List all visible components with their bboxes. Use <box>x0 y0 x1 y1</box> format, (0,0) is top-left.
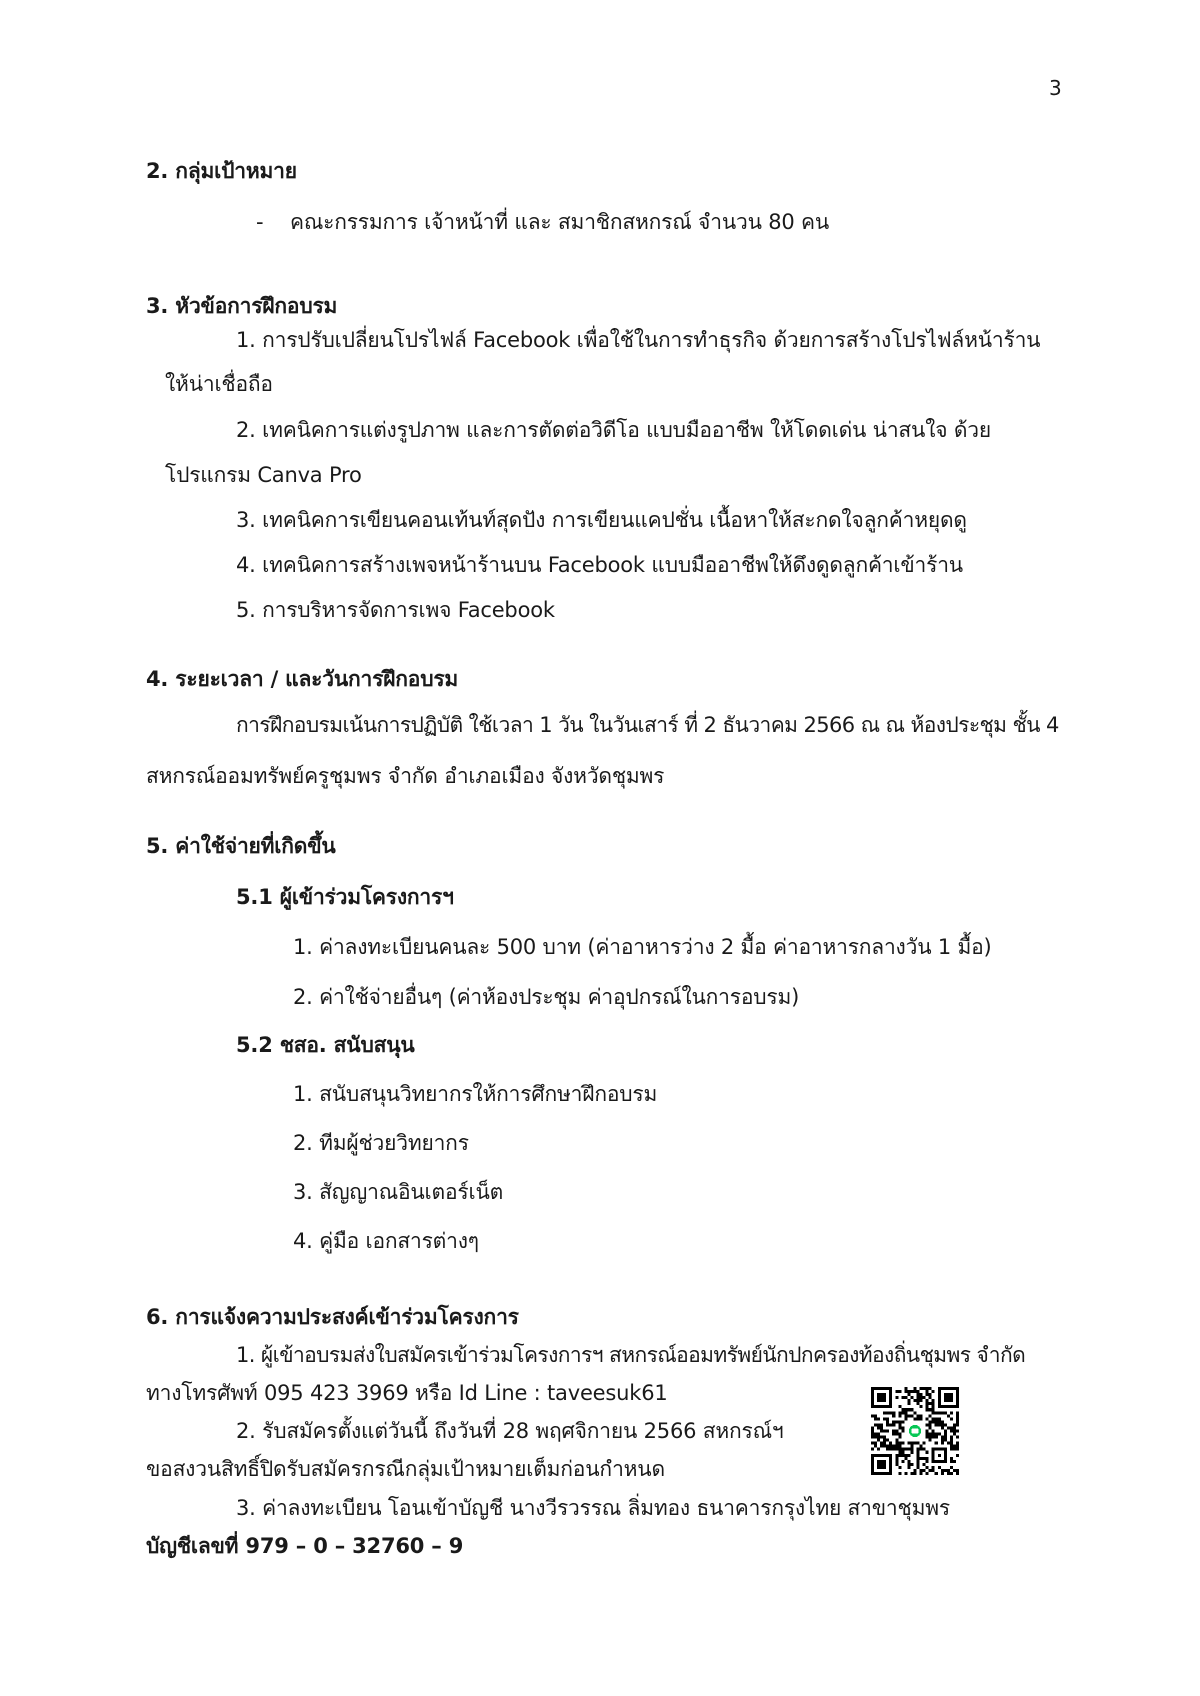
section-5-heading: 5. ค่าใช้จ่ายที่เกิดขึ้น <box>146 834 336 858</box>
topic-2-line-2: โปรแกรม Canva Pro <box>165 463 362 487</box>
section-3-heading: 3. หัวข้อการฝึกอบรม <box>146 294 338 318</box>
section-6-heading: 6. การแจ้งความประสงค์เข้าร่วมโครงการ <box>146 1305 519 1329</box>
expense-item-1: 1. ค่าลงทะเบียนคนละ 500 บาท (ค่าอาหารว่าง 2 มื้อ ค่าอาหารกลางวัน 1 มื้อ) <box>293 935 992 959</box>
support-item-1: 1. สนับสนุนวิทยากรให้การศึกษาฝึกอบรม <box>293 1082 658 1106</box>
registration-item-2-line-2: ขอสงวนสิทธิ์ปิดรับสมัครกรณีกลุ่มเป้าหมายเต็มก่อนกำหนด <box>146 1457 665 1481</box>
topic-5: 5. การบริหารจัดการเพจ Facebook <box>236 598 555 622</box>
bank-account-number: บัญชีเลขที่ 979 – 0 – 32760 – 9 <box>146 1534 464 1558</box>
topic-2-line-1: 2. เทคนิคการแต่งรูปภาพ และการตัดต่อวิดีโอ แบบมืออาชีพ ให้โดดเด่น น่าสนใจ ด้วย <box>236 418 991 442</box>
subsection-5-2-heading: 5.2 ชสอ. สนับสนุน <box>236 1033 415 1057</box>
topic-4: 4. เทคนิคการสร้างเพจหน้าร้านบน Facebook แบบมืออาชีพให้ดึงดูดลูกค้าเข้าร้าน <box>236 553 963 577</box>
registration-item-2-line-1: 2. รับสมัครตั้งแต่วันนี้ ถึงวันที่ 28 พฤศจิกายน 2566 สหกรณ์ฯ <box>236 1419 784 1443</box>
subsection-5-1-heading: 5.1 ผู้เข้าร่วมโครงการฯ <box>236 885 454 909</box>
topic-1-line-1: 1. การปรับเปลี่ยนโปรไฟล์ Facebook เพื่อใช้ในการทำธุรกิจ ด้วยการสร้างโปรไฟล์หน้าร้าน <box>236 328 1041 352</box>
registration-item-1-line-1: 1. ผู้เข้าอบรมส่งใบสมัครเข้าร่วมโครงการฯ สหกรณ์ออมทรัพย์นักปกครองท้องถิ่นชุมพร จำกัด <box>236 1343 1026 1367</box>
schedule-line-2: สหกรณ์ออมทรัพย์ครูชุมพร จำกัด อำเภอเมือง จังหวัดชุมพร <box>146 764 665 788</box>
topic-3: 3. เทคนิคการเขียนคอนเท้นท์สุดปัง การเขียนแคปชั่น เนื้อหาให้สะกดใจลูกค้าหยุดดู <box>236 508 967 532</box>
registration-item-3: 3. ค่าลงทะเบียน โอนเข้าบัญชี นางวีรวรรณ ลิ่มทอง ธนาคารกรุงไทย สาขาชุมพร <box>236 1496 950 1520</box>
target-group-text: คณะกรรมการ เจ้าหน้าที่ และ สมาชิกสหกรณ์ จำนวน 80 คน <box>290 210 830 234</box>
support-item-2: 2. ทีมผู้ช่วยวิทยากร <box>293 1131 469 1155</box>
schedule-line-1: การฝึกอบรมเน้นการปฏิบัติ ใช้เวลา 1 วัน ในวันเสาร์ ที่ 2 ธันวาคม 2566 ณ ณ ห้องประชุม ชั้น 4 <box>236 713 1059 737</box>
bullet-dash: - <box>256 210 264 234</box>
page-number: 3 <box>1049 76 1062 100</box>
expense-item-2: 2. ค่าใช้จ่ายอื่นๆ (ค่าห้องประชุม ค่าอุปกรณ์ในการอบรม) <box>293 985 800 1009</box>
section-4-heading: 4. ระยะเวลา / และวันการฝึกอบรม <box>146 667 459 691</box>
topic-1-line-2: ให้น่าเชื่อถือ <box>165 372 273 396</box>
support-item-3: 3. สัญญาณอินเตอร์เน็ต <box>293 1180 504 1204</box>
qr-code-icon <box>871 1387 959 1475</box>
registration-item-1-line-2: ทางโทรศัพท์ 095 423 3969 หรือ Id Line : taveesuk61 <box>146 1381 668 1405</box>
support-item-4: 4. คู่มือ เอกสารต่างๆ <box>293 1229 479 1253</box>
section-2-heading: 2. กลุ่มเป้าหมาย <box>146 159 297 183</box>
